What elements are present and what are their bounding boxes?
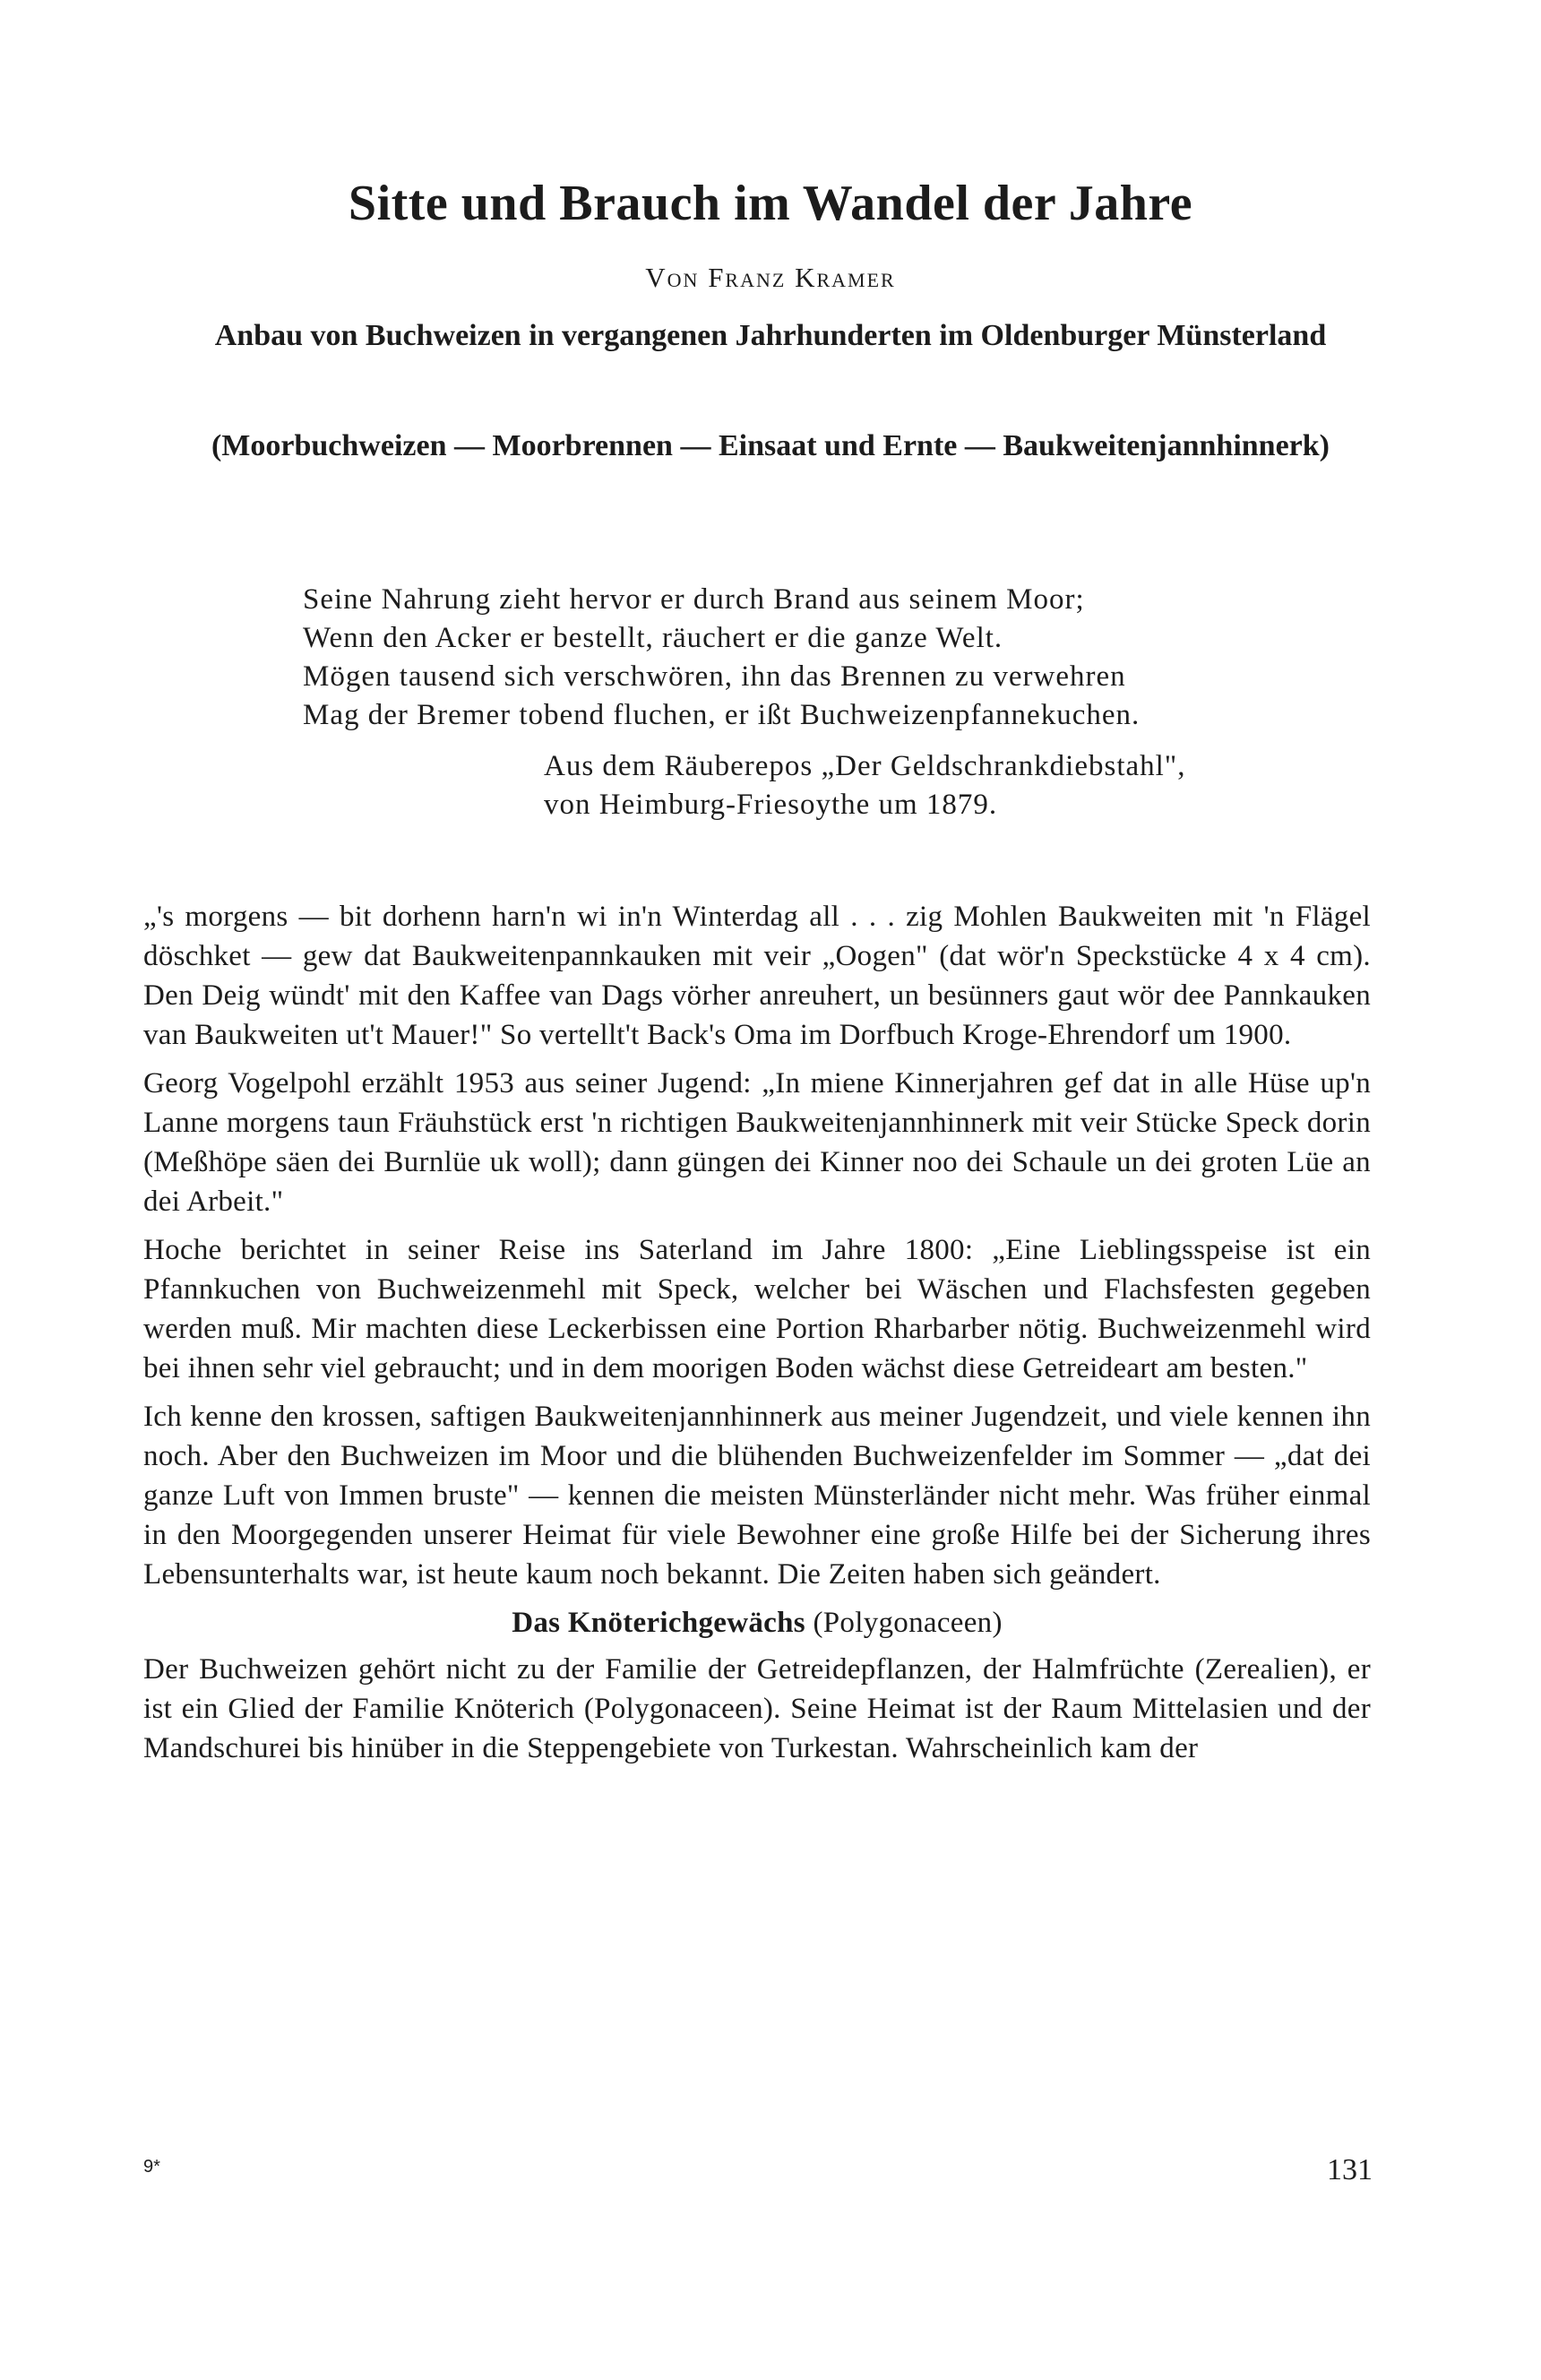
source-line: von Heimburg-Friesoythe um 1879. [544,789,998,821]
body-paragraph: Georg Vogelpohl erzählt 1953 aus seiner Jugend: „In miene Kinnerjahren gef dat in alle Hüse up'n Lanne morgens taun Fräuhstück erst 'n richtigen Baukweitenjannhinnerk mit veir Stücke Speck dorin (Meßhöpe säen dei Burnlüe uk woll); dann güngen dei Kinner noo dei Schaule un dei groten Lüe an dei Arbeit." [143,1067,1371,1218]
body-paragraph: Hoche berichtet in seiner Reise ins Saterland im Jahre 1800: „Eine Lieblingsspeise ist ein Pfannkuchen von Buchweizenmehl mit Speck, welcher bei Wäschen und Flachsfesten gegeben werden muß. Mir machten diese Leckerbissen eine Portion Rharbarber nötig. Buchweizenmehl wird bei ihnen sehr viel gebraucht; und in dem moorigen Boden wächst diese Getreideart am besten." [143,1234,1371,1384]
poem-line: Wenn den Acker er bestellt, räuchert er die ganze Welt. [303,622,1003,654]
signature-mark: 9* [143,2157,160,2177]
poem-line: Mag der Bremer tobend fluchen, er ißt Buchweizenpfannekuchen. [303,699,1141,731]
section-heading-bold: Das Knöterichgewächs [512,1607,805,1639]
section-heading-normal: (Polygonaceen) [813,1607,1003,1639]
page-number: 131 [1327,2153,1373,2186]
epigraph-source [544,747,1350,824]
source-line: Aus dem Räuberepos „Der Geldschrankdiebstahl", [544,750,1186,782]
body-paragraph: Ich kenne den krossen, saftigen Baukweitenjannhinnerk aus meiner Jugendzeit, und viele kennen ihn noch. Aber den Buchweizen im Moor und die blühenden Buchweizenfelder im Sommer — „dat dei ganze Luft von Immen bruste" — kennen die meisten Münsterländer nicht mehr. Was früher einmal in den Moorgegenden unserer Heimat für viele Bewohner eine große Hilfe bei der Sicherung ihres Lebensunterhalts war, ist heute kaum noch bekannt. Die Zeiten haben sich geändert. [143,1401,1371,1591]
body-paragraph: Der Buchweizen gehört nicht zu der Familie der Getreidepflanzen, der Halmfrüchte (Zerealien), er ist ein Glied der Familie Knöterich (Polygonaceen). Seine Heimat ist der Raum Mittelasien und der Mandschurei bis hinüber in die Steppengebiete von Turkestan. Wahrscheinlich kam der [143,1653,1371,1764]
subheading-keywords: (Moorbuchweizen — Moorbrennen — Einsaat und Ernte — Baukweitenjannhinnerk) [211,429,1330,462]
epigraph-poem [303,581,1378,735]
article-body [143,897,1371,1777]
subheading-topic: Anbau von Buchweizen in vergangenen Jahrhunderten im Oldenburger Münsterland [214,319,1327,352]
body-paragraph: „'s morgens — bit dorhenn harn'n wi in'n Winterdag all . . . zig Mohlen Baukweiten mit 'n Flägel döschket — gew dat Baukweitenpannkauken mit veir „Oogen" (dat wör'n Speckstücke 4 x 4 cm). Den Deig wündt' mit den Kaffee van Dags vörher anreuhert, un besünners gaut wör dee Pannkauken van Baukweiten ut't Mauer!" So vertellt't Back's Oma im Dorfbuch Kroge-Ehrendorf um 1900. [143,901,1371,1051]
author-byline: Von Franz Kramer [645,262,896,293]
poem-line: Seine Nahrung zieht hervor er durch Brand aus seinem Moor; [303,583,1085,616]
poem-line: Mögen tausend sich verschwören, ihn das Brennen zu verwehren [303,660,1126,693]
article-title: Sitte und Brauch im Wandel der Jahre [348,176,1193,231]
section-heading [143,1603,1371,1643]
